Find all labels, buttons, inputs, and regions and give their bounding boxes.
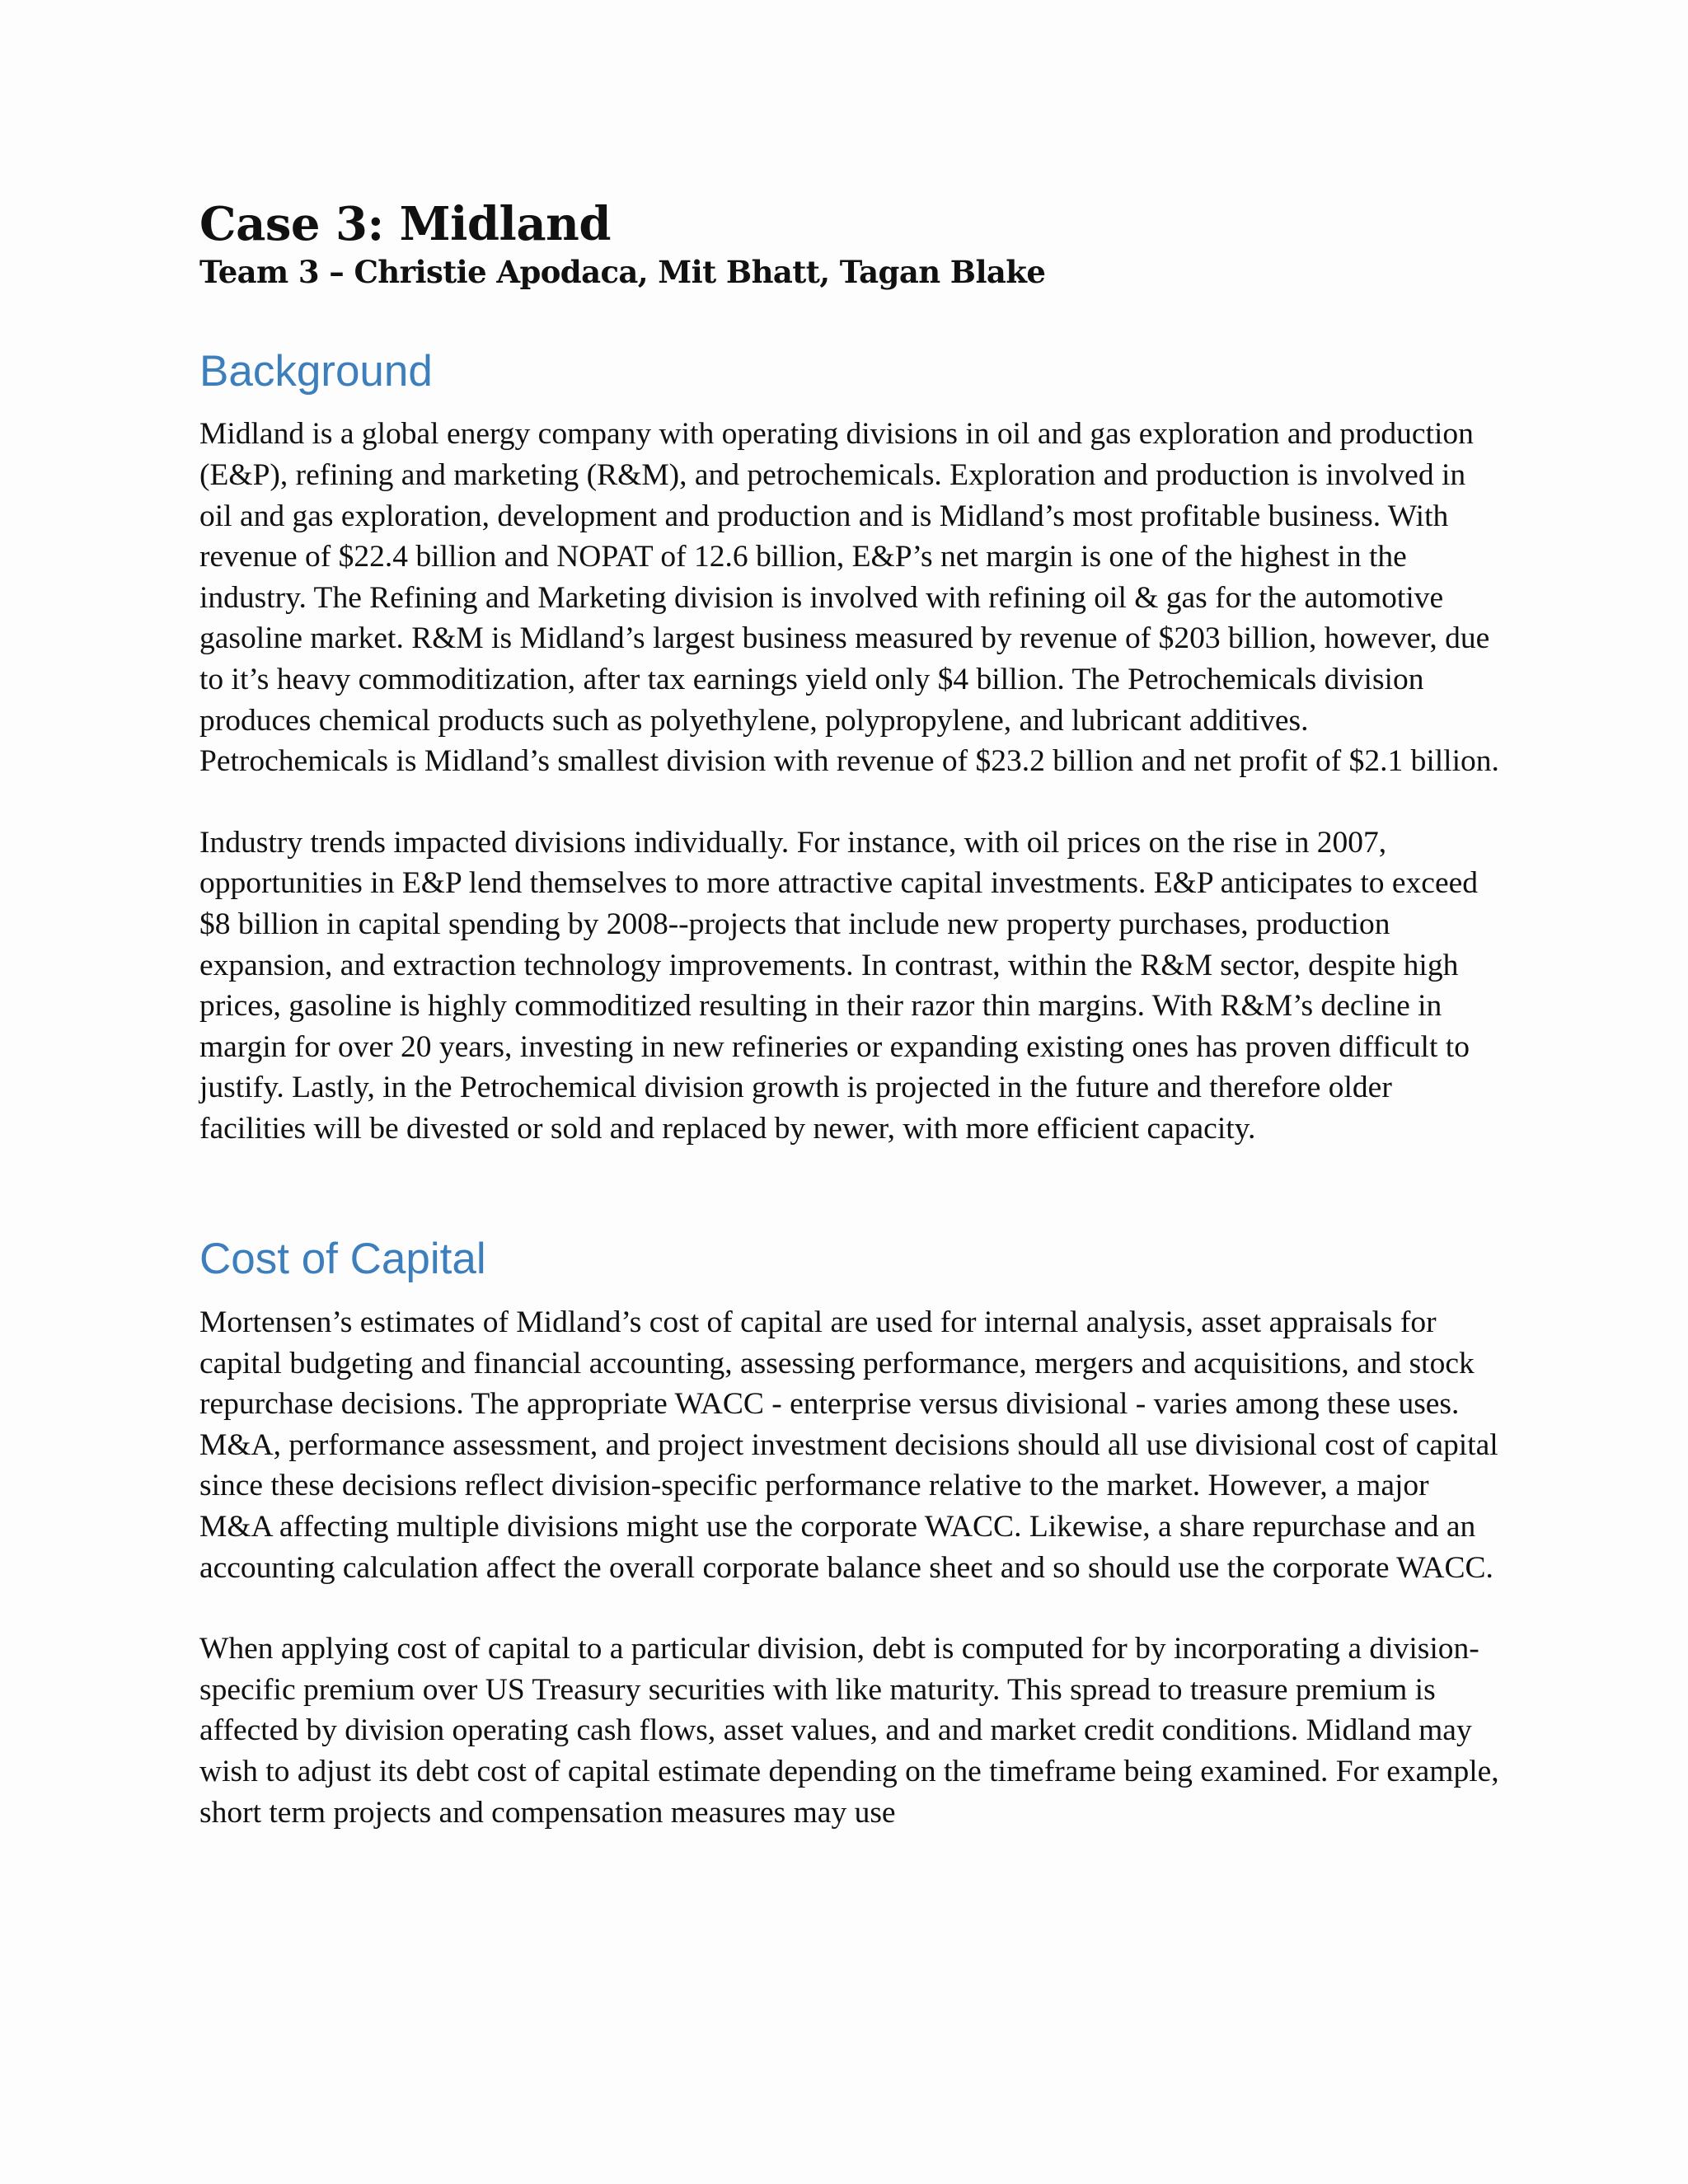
cost-of-capital-paragraph-1: Mortensen’s estimates of Midland’s cost of capital are used for internal analysis, asset appraisals for capital budgeting and financial accounting, assessing performance, mergers and acquisitions, and stock repurchase decisions. The appropriate WACC - enterprise versus divisional - varies among these uses. M&A, performance assessment, and project investment decisions should all use divisional cost of capital since these decisions reflect division-specific performance relative to the market. However, a major M&A affecting multiple divisions might use the corporate WACC. Likewise, a share repurchase and an accounting calculation affect the overall corporate balance sheet and so should use the corporate WACC. [199,1305,1498,1585]
document-title: Case 3: Midland [199,197,611,251]
document-body [199,198,1502,1833]
document-subtitle: Team 3 – Christie Apodaca, Mit Bhatt, Tagan Blake [199,254,1046,291]
background-paragraph-2: Industry trends impacted divisions individually. For instance, with oil prices on the rise in 2007, opportunities in E&P lend themselves to more attractive capital investments. E&P anticipates to exceed $8 billion in capital spending by 2008--projects that include new property purchases, production expansion, and extraction technology improvements. In contrast, within the R&M sector, despite high prices, gasoline is highly commoditized resulting in their razor thin margins. With R&M’s decline in margin for over 20 years, investing in new refineries or expanding existing ones has proven difficult to justify. Lastly, in the Petrochemical division growth is projected in the future and therefore older facilities will be divested or sold and replaced by newer, with more efficient capacity. [199,825,1478,1146]
background-paragraph-1: Midland is a global energy company with operating divisions in oil and gas exploration and production (E&P), refining and marketing (R&M), and petrochemicals. Exploration and production is involved in oil and gas exploration, development and production and is Midland’s most profitable business. With revenue of $22.4 billion and NOPAT of 12.6 billion, E&P’s net margin is one of the highest in the industry. The Refining and Marketing division is involved with refining oil & gas for the automotive gasoline market. R&M is Midland’s largest business measured by revenue of $203 billion, however, due to it’s heavy commoditization, after tax earnings yield only $4 billion. The Petrochemicals division produces chemical products such as polyethylene, polypropylene, and lubricant additives. Petrochemicals is Midland’s smallest division with revenue of $23.2 billion and net profit of $2.1 billion. [199,417,1499,779]
cost-of-capital-paragraph-2: When applying cost of capital to a particular division, debt is computed for by incorporating a division-specific premium over US Treasury securities with like maturity. This spread to treasure premium is affected by division operating cash flows, asset values, and and market credit conditions. Midland may wish to adjust its debt cost of capital estimate depending on the timeframe being examined. For example, short term projects and compensation measures may use [199,1632,1499,1830]
section-heading-cost-of-capital: Cost of Capital [199,1235,486,1284]
section-heading-background: Background [199,346,433,396]
